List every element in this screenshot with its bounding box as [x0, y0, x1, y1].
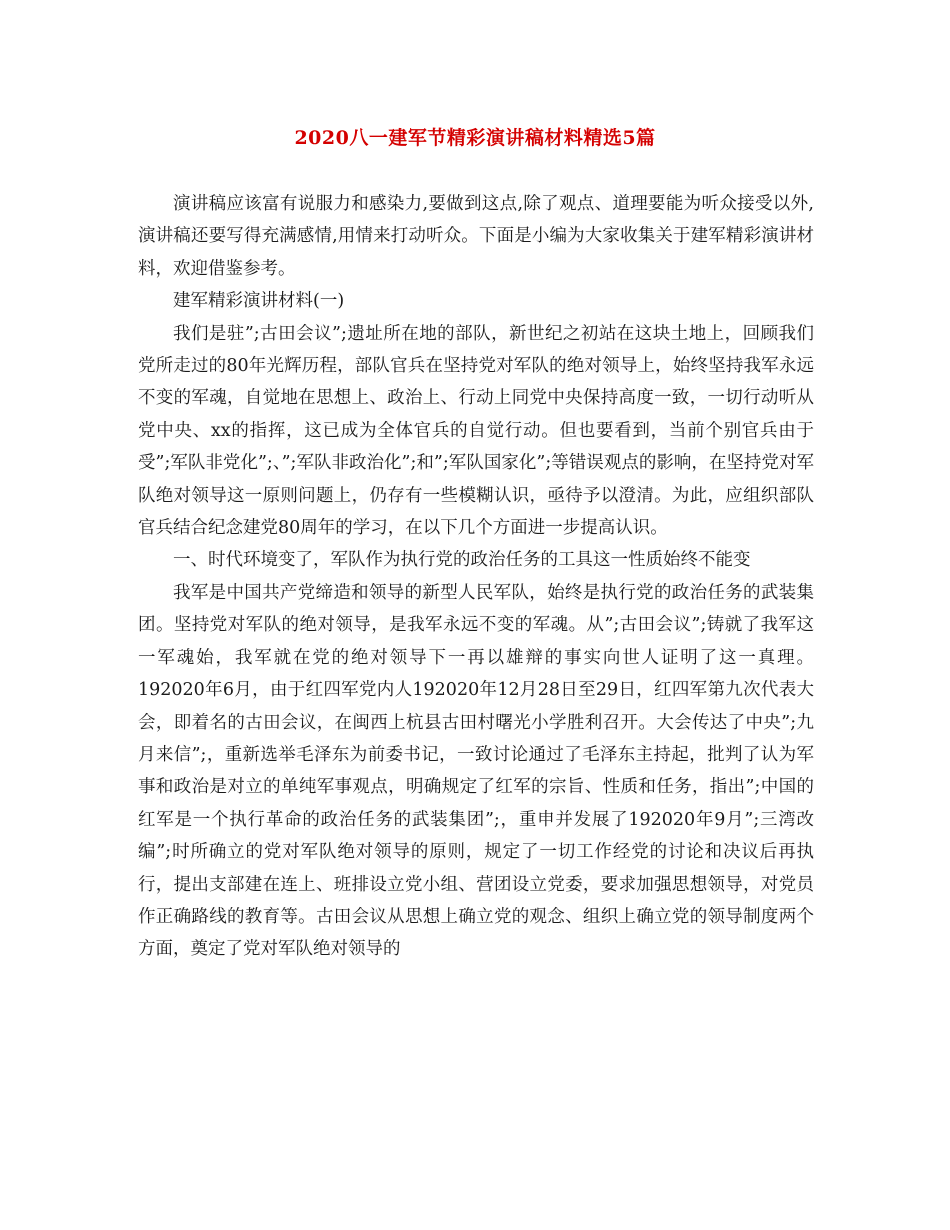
document-title: 2020八一建军节精彩演讲稿材料精选5篇 [294, 127, 656, 149]
body-paragraph-2: 我军是中国共产党缔造和领导的新型人民军队，始终是执行党的政治任务的武装集团。坚持党对军队的绝对领导，是我军永远不变的军魂。从”;古田会议”;铸就了我军这一军魂始，我军就在党的绝对领导下一再以雄辩的事实向世人证明了这一真理。192020年6月，由于红四军党内人192020年12月28日至29日，红四军第九次代表大会，即着名的古田会议，在闽西上杭县古田村曙光小学胜利召开。大会传达了中央”;九月来信”;，重新选举毛泽东为前委书记，一致讨论通过了毛泽东主持起，批判了认为军事和政治是对立的单纯军事观点，明确规定了红军的宗旨、性质和任务，指出”;中国的红军是一个执行革命的政治任务的武装集团”;，重申并发展了192020年9月”;三湾改编”;时所确立的党对军队绝对领导的原则，规定了一切工作经党的讨论和决议后再执行，提出支部建在连上、班排设立党小组、营团设立党委，要求加强思想领导，对党员作正确路线的教育等。古田会议从思想上确立党的观念、组织上确立党的领导制度两个方面，奠定了党对军队绝对领导的 [138, 582, 814, 960]
document-body [138, 188, 814, 966]
subheading-1: 一、时代环境变了，军队作为执行党的政治任务的工具这一性质始终不能变 [173, 550, 751, 571]
body-paragraph-1: 我们是驻”;古田会议”;遗址所在地的部队，新世纪之初站在这块土地上，回顾我们党所走过的80年光辉历程，部队官兵在坚持党对军队的绝对领导上，始终坚持我军永远不变的军魂，自觉地在思想上、政治上、行动上同党中央保持高度一致，一切行动听从党中央、xx的指挥，这已成为全体官兵的自觉行动。但也要看到，当前个别官兵由于受”;军队非党化”;、”;军队非政治化”;和”;军队国家化”;等错误观点的影响，在坚持党对军队绝对领导这一原则问题上，仍存有一些模糊认识，亟待予以澄清。为此，应组织部队官兵结合纪念建党80周年的学习，在以下几个方面进一步提高认识。 [138, 323, 814, 539]
intro-paragraph: 演讲稿应该富有说服力和感染力,要做到这点,除了观点、道理要能为听众接受以外,演讲稿还要写得充满感情,用情来打动听众。下面是小编为大家收集关于建军精彩演讲材料，欢迎借鉴参考。 [138, 194, 814, 279]
section-heading-1: 建军精彩演讲材料(一) [173, 291, 345, 312]
